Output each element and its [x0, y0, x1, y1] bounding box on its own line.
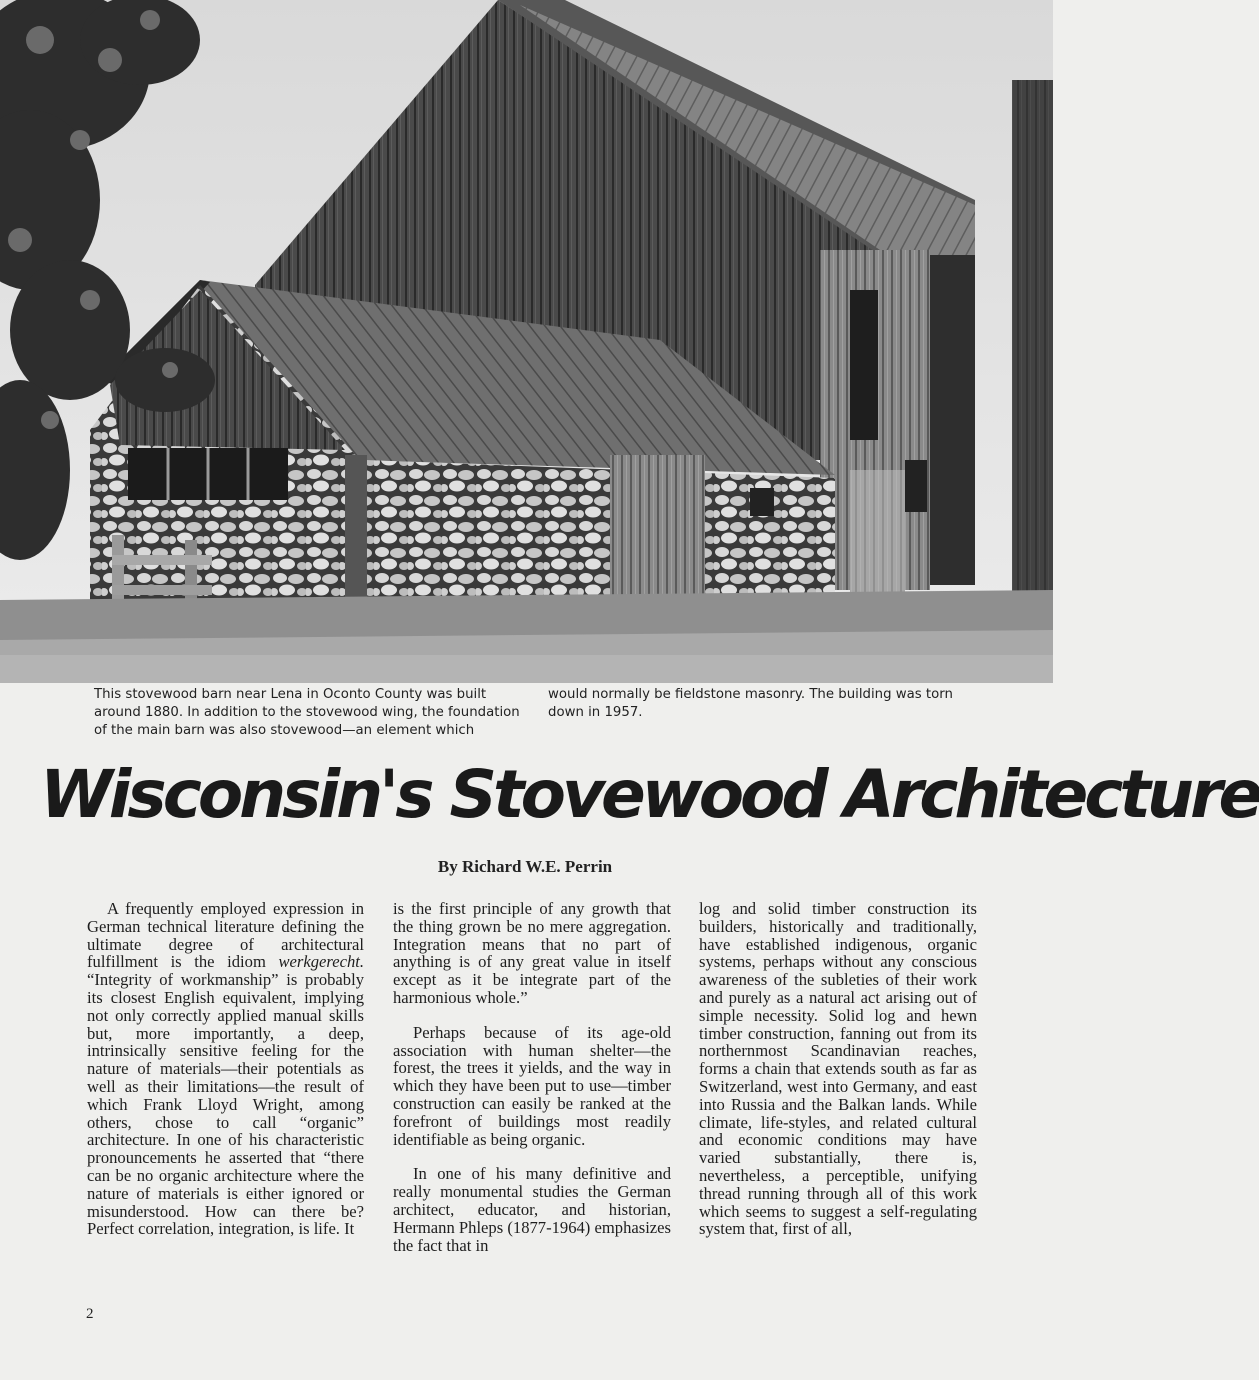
- photo-caption-right: would normally be fieldstone masonry. The building was torn down in 1957.: [548, 687, 953, 720]
- photo-caption-left: This stovewood barn near Lena in Oconto County was built around 1880. In addition to the stovewood wing, the foundation of the main barn was also stovewood—an element which: [94, 687, 520, 738]
- paragraph: log and solid timber construction its builders, historically and traditionally, have established indigenous, organic systems, perhaps without any conscious awareness of the subleties of their work and purely as a natural act arising out of simple necessity. Solid log and hewn timber construction, fanning out from its northernmost Scandinavian reaches, forms a chain that extends south as far as Switzerland, west into Germany, and east into Russia and the Balkan lands. While climate, life-styles, and related cultural and economic conditions may have varied substantially, there is, nevertheless, a perceptible, unifying thread running through all of this work which seems to suggest a self-regulating system that, first of all,: [699, 899, 977, 1239]
- paragraph: In one of his many definitive and really monumental studies the German architect, educator, and historian, Hermann Phleps (1877-1964) emphasizes the fact that in: [393, 1164, 671, 1255]
- article-byline: By Richard W.E. Perrin: [437, 857, 613, 876]
- text-column-1: [87, 900, 364, 1238]
- article-title: Wisconsin's Stovewood Architecture: [40, 756, 1259, 833]
- emphasized-term: werkgerecht.: [278, 952, 364, 972]
- page-number: 2: [86, 1306, 94, 1322]
- text-column-3: [699, 900, 977, 1238]
- paragraph: A frequently employed expression in German technical literature defining the ultimate degree of architectural fulfillment is the idiom werkgerecht. “Integrity of workmanship” is probably its closest English equivalent, implying not only correctly applied manual skills but, more importantly, a deep, intrinsically sensitive feeling for the nature of materials—their potentials as well as their limitations—the result of which Frank Lloyd Wright, among others, chose to call “organic” architecture. In one of his characteristic pronouncements he asserted that “there can be no organic architecture where the nature of materials is either ignored or misunderstood. How can there be? Perfect correlation, integration, is life. It: [87, 899, 364, 1239]
- barn-photo: [0, 0, 1053, 683]
- paragraph: is the first principle of any growth that the thing grown be no mere aggregation. Integration means that no part of anything is of any great value in itself except as it be integrate part of the harmonious whole.”: [393, 899, 671, 1007]
- paragraph: Perhaps because of its age-old association with human shelter—the forest, the trees it yields, and the way in which they have been put to use—timber construction can easily be ranked at the forefront of buildings most readily identifiable as being organic.: [393, 1022, 671, 1149]
- text-column-2: [393, 900, 671, 1254]
